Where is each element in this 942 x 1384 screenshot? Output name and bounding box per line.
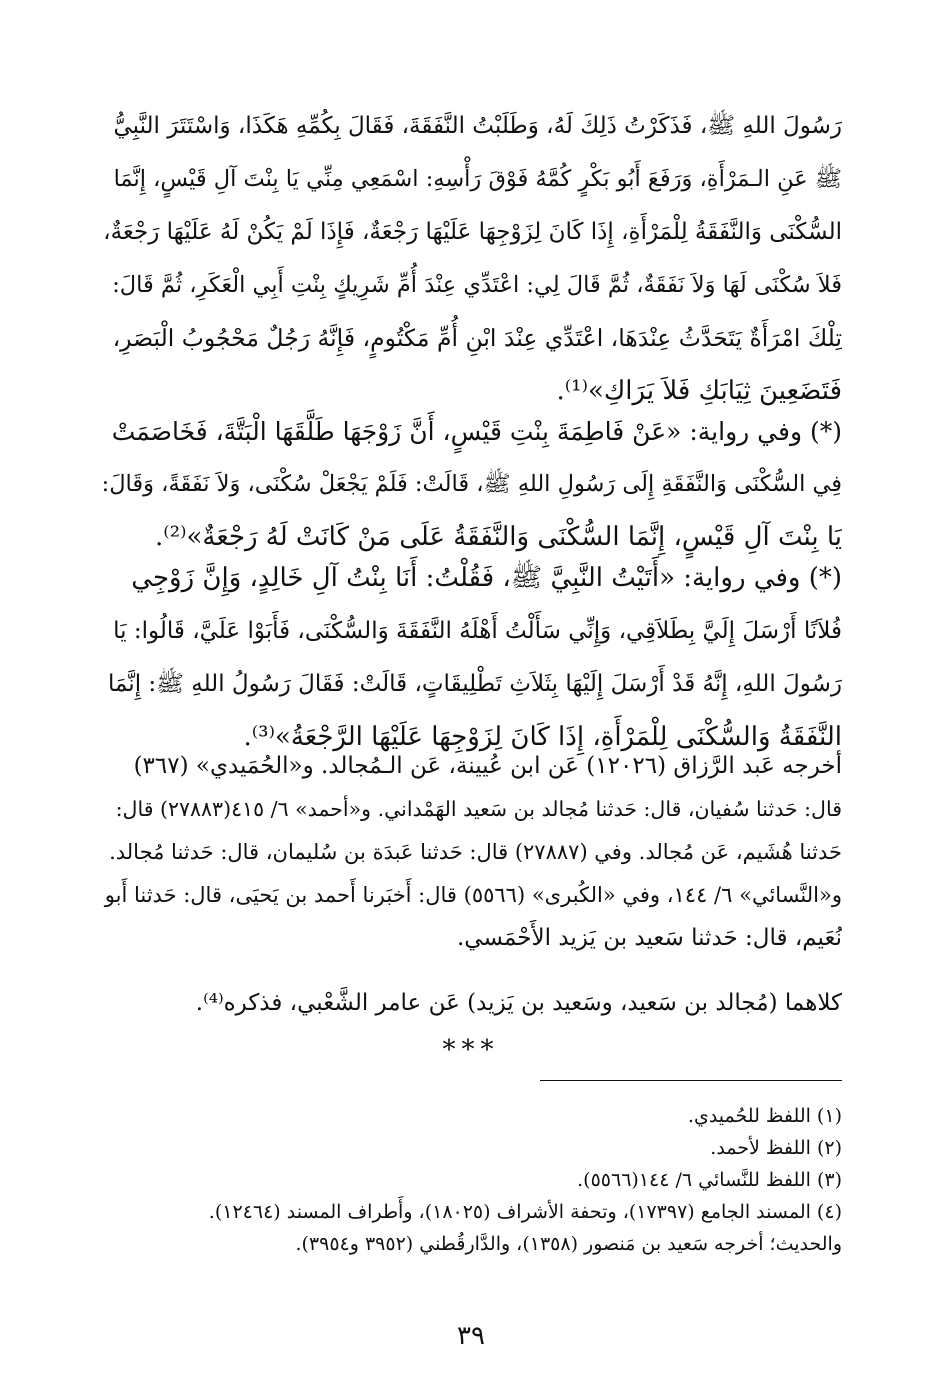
takhrij-paragraph — [100, 745, 842, 960]
footnote: (١) اللفظ للحُميدي. — [687, 1105, 842, 1127]
text-line: النَّفَقَةُ وَالسُّكْنَى لِلْمَرْأَةِ، إِذَا كَانَ لِزَوْجِهَا عَلَيْهَا الرَّجْعَةُ»⁽³⁾. — [243, 722, 842, 752]
footnotes — [100, 1100, 842, 1260]
hadith-paragraph-1 — [100, 100, 842, 418]
hadith-paragraph-3 — [100, 552, 842, 764]
text-line: نُعَيم، قال: حَدثنا سَعيد بن يَزيد الأَحْمَسي. — [456, 925, 842, 951]
text-line: رَسُولَ اللهِ، إِنَّهُ قَدْ أَرْسَلَ إِلَيْهَا بِثَلاَثِ تَطْلِيقَاتٍ، قَالَتْ: فَقَالَ رَسُولُ اللهِ ﷺ: إِنَّمَا — [107, 671, 842, 697]
section-separator: *** — [442, 1035, 500, 1065]
page-number: ٣٩ — [457, 1321, 485, 1351]
text-line: فَلاَ سُكْنَى لَهَا وَلاَ نَفَقَةٌ، ثُمَّ قَالَ لِي: اعْتَدِّي عِنْدَ أُمِّ شَرِيكٍ بِنْتِ أَبِي الْعَكَرِ، ثُمَّ قَالَ: — [112, 272, 842, 298]
text-line: رَسُولَ اللهِ ﷺ، فَذَكَرْتُ ذَلِكَ لَهُ، وَطَلَبْتُ النَّفَقَةَ، فَقَالَ بِكُمِّهِ هَكَذَا، وَاسْتَتَرَ النَّبِيُّ — [113, 113, 842, 139]
text-line: السُّكْنَى وَالنَّفَقَةُ لِلْمَرْأَةِ، إِذَا كَانَ لِزَوْجِهَا عَلَيْهَا رَجْعَةٌ، فَإِذَا لَمْ يَكُنْ لَهُ عَلَيْهَا رَجْعَةٌ، — [103, 219, 842, 245]
footnote: (٢) اللفظ لأحمد. — [710, 1137, 842, 1159]
takhrij-summary — [100, 982, 842, 1025]
footnote-divider — [540, 1080, 842, 1081]
text-line: فَتَضَعِينَ ثِيَابَكِ فَلاَ يَرَاكِ»⁽¹⁾. — [556, 376, 842, 406]
hadith-paragraph-2 — [100, 405, 842, 564]
text-line: و«النَّسائي» ٦/ ١٤٤، وفي «الكُبرى» (٥٥٦٦) قال: أَخبَرنا أَحمد بن يَحيَى، قال: حَدثنا أَبو — [104, 883, 842, 907]
text-line: ﷺ عَنِ الـمَرْأَةِ، وَرَفَعَ أَبُو بَكْرٍ كُمَّهُ فَوْقَ رَأْسِهِ: اسْمَعِي مِنِّي يَا بِنْتَ آلِ قَيْسٍ، إِنَّمَا — [113, 166, 842, 192]
footnote: (٤) المسند الجامع (١٧٣٩٧)، وتحفة الأشراف (١٨٠٢٥)، وأَطراف المسند (١٢٤٦٤). — [208, 1201, 842, 1223]
text-line: قال: حَدثنا سُفيان، قال: حَدثنا مُجالد بن سَعيد الهَمْداني. و«أحمد» ٦/ ٤١٥(٢٧٨٨٣) قال: — [115, 797, 842, 821]
text-line: يَا بِنْتَ آلِ قَيْسٍ، إِنَّمَا السُّكْنَى وَالنَّفَقَةُ عَلَى مَنْ كَانَتْ لَهُ رَجْعَةٌ»⁽²⁾. — [155, 522, 842, 552]
text-line: (*) وفي رواية: «عَنْ فَاطِمَةَ بِنْتِ قَيْسٍ، أَنَّ زَوْجَهَا طَلَّقَهَا الْبَتَّةَ، فَخَاصَمَتْ — [111, 417, 842, 446]
text-line: فِي السُّكْنَى وَالنَّفَقَةِ إِلَى رَسُولِ اللهِ ﷺ، قَالَتْ: فَلَمْ يَجْعَلْ سُكْنَى، وَلاَ نَفَقَةً، وَقَالَ: — [101, 471, 842, 497]
text-line: تِلْكَ امْرَأَةٌ يَتَحَدَّثُ عِنْدَهَا، اعْتَدِّي عِنْدَ ابْنِ أُمِّ مَكْتُومٍ، فَإِنَّهُ رَجُلٌ مَحْجُوبُ الْبَصَرِ، — [112, 324, 842, 352]
text-line: كلاهما (مُجالد بن سَعيد، وسَعيد بن يَزيد) عَن عامر الشَّعْبي، فذكره⁽⁴⁾. — [195, 990, 842, 1016]
footnote: والحديث؛ أخرجه سَعيد بن مَنصور (١٣٥٨)، والدَّارقُطني (٣٩٥٢ و٣٩٥٤). — [295, 1233, 842, 1255]
footnote: (٣) اللفظ للنَّسائي ٦/ ١٤٤(٥٥٦٦). — [577, 1169, 842, 1191]
text-line: فُلاَنًا أَرْسَلَ إِلَيَّ بِطَلاَقِي، وَإِنِّي سَأَلْتُ أَهْلَهُ النَّفَقَةَ وَالسُّكْنَى، فَأَبَوْا عَلَيَّ، قَالُوا: يَا — [113, 618, 842, 644]
text-line: أخرجه عَبد الرَّزاق (١٢٠٢٦) عَن ابن عُيينة، عَن الـمُجالد. و«الحُمَيدي» (٣٦٧) — [133, 753, 842, 779]
text-line: (*) وفي رواية: «أَتَيْتُ النَّبِيَّ ﷺ، فَقُلْتُ: أَنَا بِنْتُ آلِ خَالِدٍ، وَإِنَّ زَوْجِي — [131, 563, 842, 593]
text-line: حَدثنا هُشَيم، عَن مُجالد. وفي (٢٧٨٨٧) قال: حَدثنا عَبدَة بن سُليمان، قال: حَدثنا مُجالد. — [109, 840, 842, 864]
